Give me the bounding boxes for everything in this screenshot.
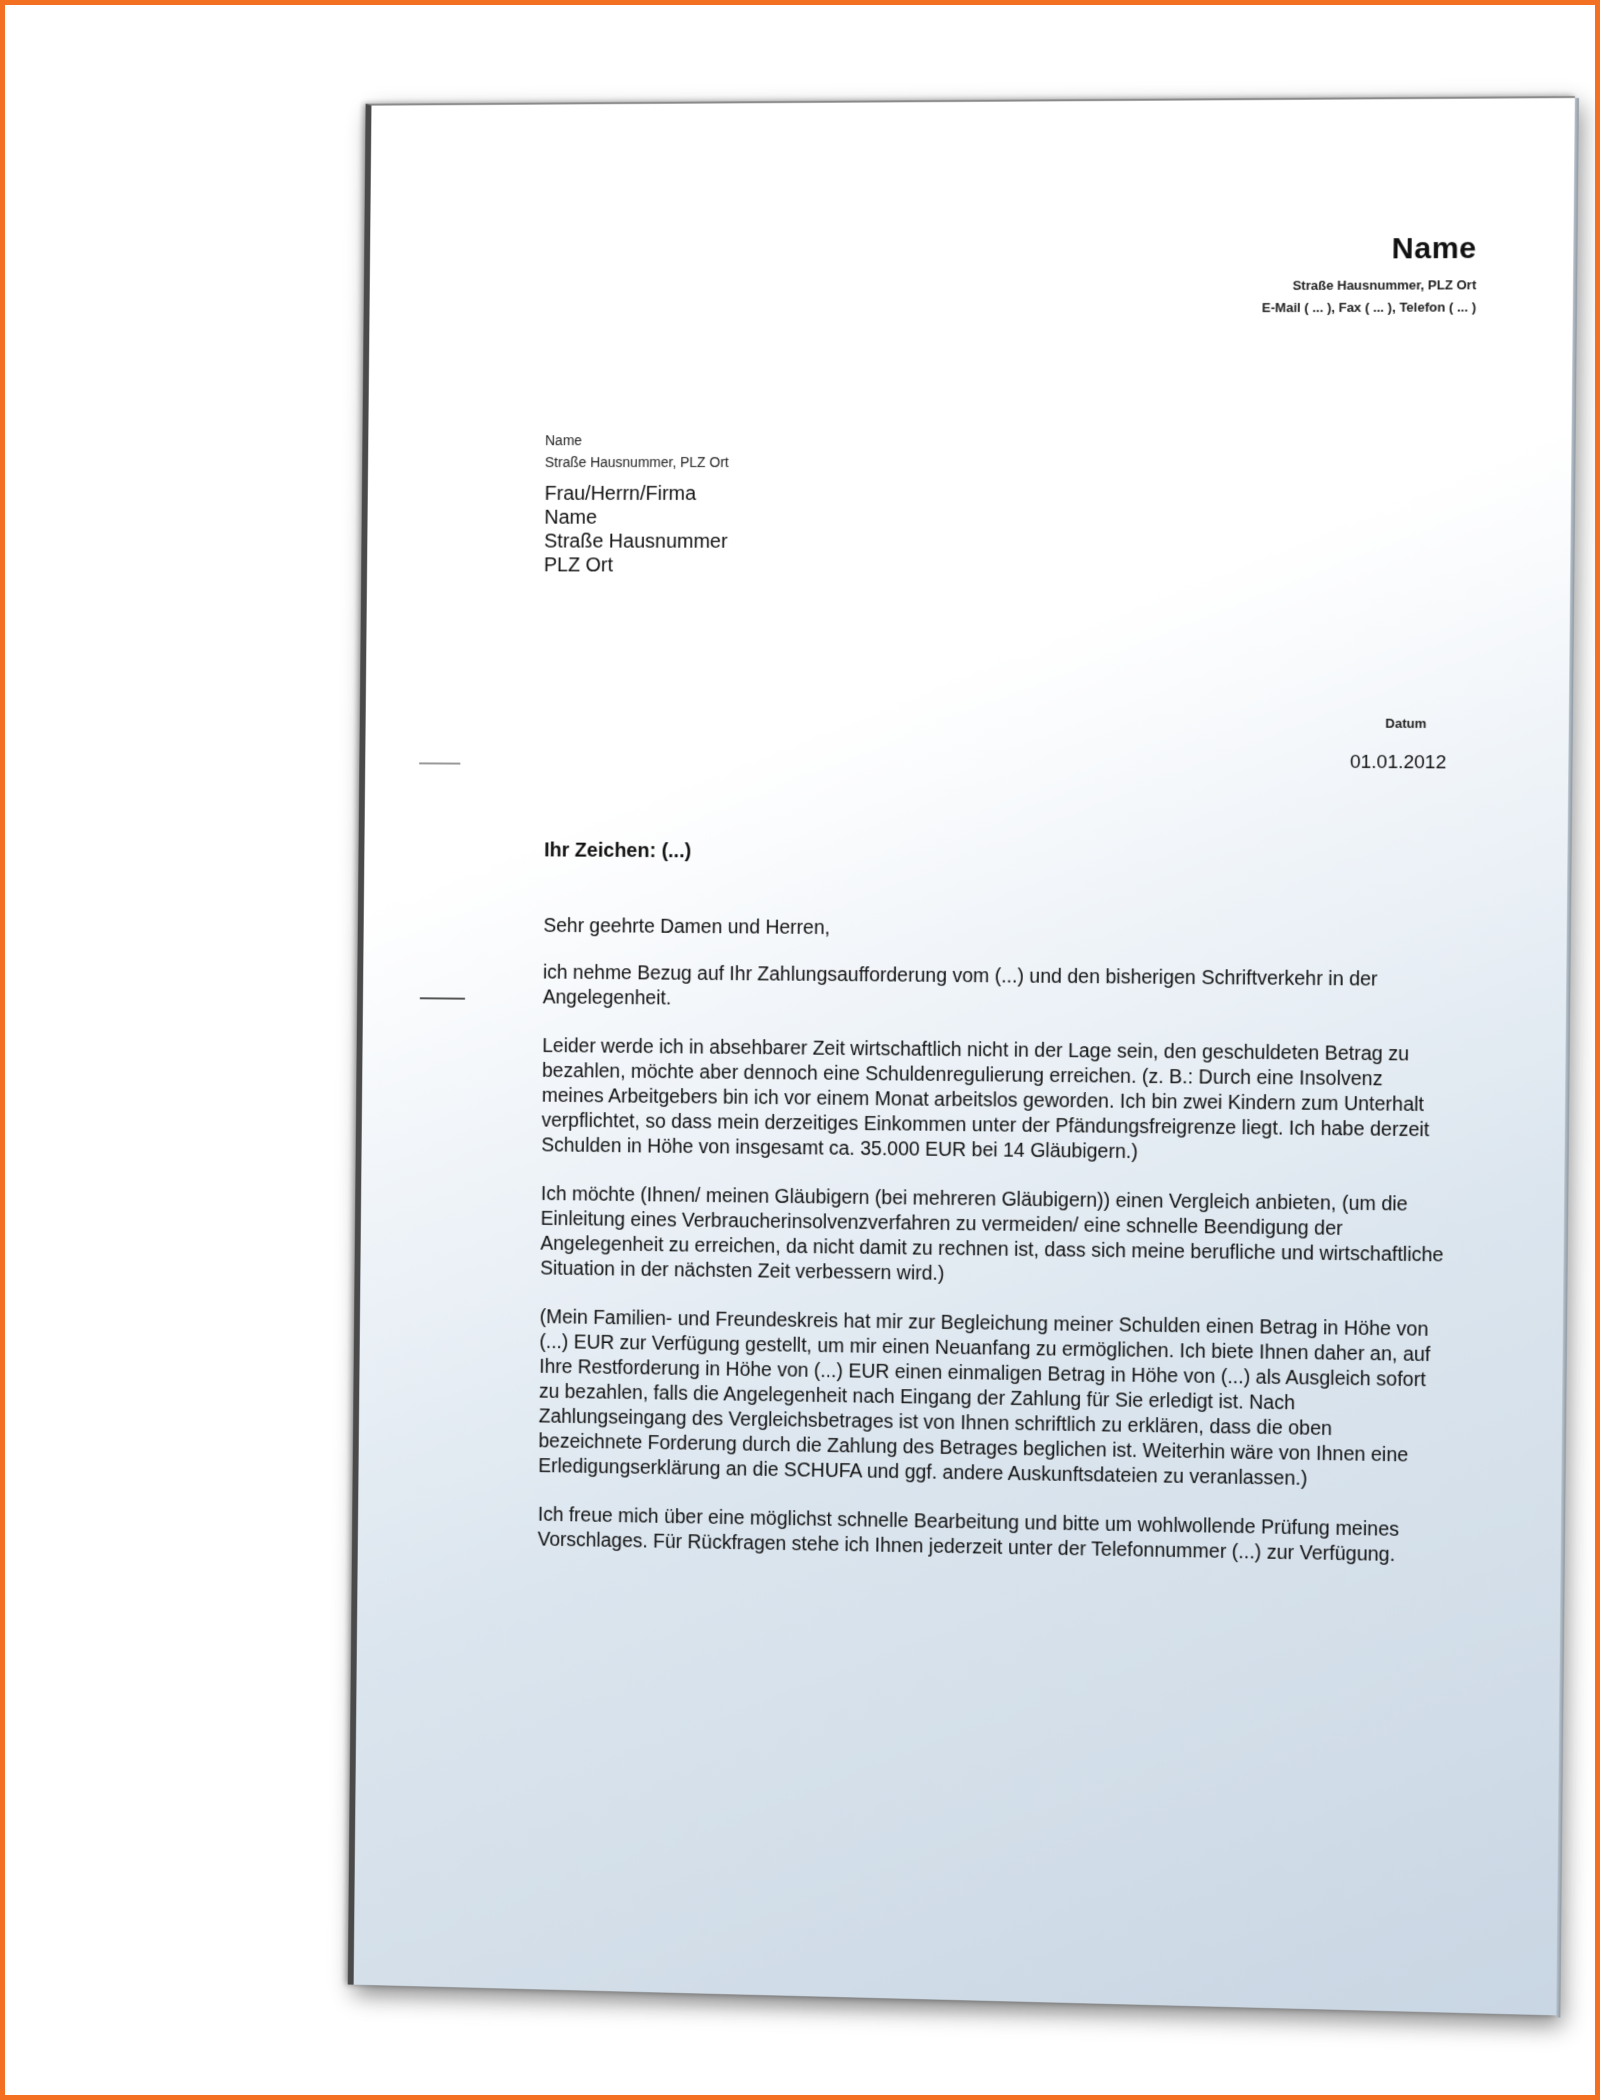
document-page-wrapper xyxy=(348,96,1575,2015)
fold-mark-middle xyxy=(420,997,465,999)
recipient-line-1: Frau/Herrn/Firma xyxy=(544,482,697,505)
return-address-street: Straße Hausnummer, PLZ Ort xyxy=(544,454,729,471)
sender-contact: E-Mail ( ... ), Fax ( ... ), Telefon ( ... ) xyxy=(1261,299,1477,316)
recipient-address xyxy=(544,482,728,578)
body-paragraph-2: Leider werde ich in absehbarer Zeit wirtschaftlich nicht in der Lage sein, den geschuldeten Betrag zu bezahlen, möchte aber dennoch eine Schuldenregulierung erreichen. (z. B.: Durch eine Insolvenz meines Arbeitgebers bin ich vor einem Monat arbeitslos geworden. Ich bin zwei Kindern zum Unterhalt verpflichtet, so dass mein derzeitiges Einkommen unter der Pfändungsfreigrenze liegt. Ich habe derzeit Schulden in Höhe von insgesamt ca. 35.000 EUR bei 14 Gläubigern.) xyxy=(541,1035,1430,1164)
recipient-line-2: Name xyxy=(544,506,598,529)
letter-body xyxy=(537,914,1449,1593)
salutation: Sehr geehrte Damen und Herren, xyxy=(543,914,831,940)
return-address xyxy=(545,429,729,473)
letterhead xyxy=(872,232,1477,320)
fold-mark-top xyxy=(419,762,460,764)
sender-address: Straße Hausnummer, PLZ Ort xyxy=(1292,277,1477,293)
date-value: 01.01.2012 xyxy=(1349,751,1447,774)
recipient-line-3: Straße Hausnummer xyxy=(544,530,728,553)
document-page xyxy=(348,96,1575,2015)
body-paragraph-3: Ich möchte (Ihnen/ meinen Gläubigern (bei mehreren Gläubigern)) einen Vergleich anbieten, (um die Einleitung eines Verbraucherinsolvenzverfahren zu vermeiden/ eine schnelle Beendigung der Angelegenheit zu erreichen, da nicht damit zu rechnen ist, dass sich meine berufliche und wirtschaftliche Situation in der nächsten Zeit verbessern wird.) xyxy=(540,1183,1444,1285)
recipient-line-4: PLZ Ort xyxy=(543,554,614,577)
body-paragraph-5: Ich freue mich über eine möglichst schnelle Bearbeitung und bitte um wohlwollende Prüfung meines Vorschlages. Für Rückfragen stehe ich Ihnen jederzeit unter der Telefonnummer (...) zur Verfügung. xyxy=(537,1503,1400,1567)
body-paragraph-1: ich nehme Bezug auf Ihr Zahlungsaufforderung vom (...) und den bisherigen Schriftverkehr in der Angelegenheit. xyxy=(542,961,1378,1010)
page-edge xyxy=(1556,98,1579,2018)
date-label: Datum xyxy=(1385,715,1427,731)
sender-name: Name xyxy=(1391,231,1477,266)
return-address-name: Name xyxy=(545,432,583,449)
subject-line: Ihr Zeichen: (...) xyxy=(544,839,692,863)
body-paragraph-4: (Mein Familien- und Freundeskreis hat mir zur Begleichung meiner Schulden einen Betrag in Höhe von (...) EUR zur Verfügung gestellt, um mir einen Neuanfang zu ermöglichen. Ich biete Ihnen daher an, auf Ihre Restforderung in Höhe von (...) EUR einen einmaligen Betrag in Höhe von (...) als Ausgleich sofort zu bezahlen, falls die Angelegenheit nach Eingang der Zahlung für Sie erledigt ist. Nach Zahlungseingang des Vergleichsbetrages ist von Ihnen schriftlich zu erklären, dass die oben bezeichnete Forderung durch die Zahlung des Betrages beglichen ist. Weiterhin wäre von Ihnen eine Erledigungserklärung an die SCHUFA und ggf. andere Auskunftsdateien zu veranlassen.) xyxy=(538,1306,1431,1490)
